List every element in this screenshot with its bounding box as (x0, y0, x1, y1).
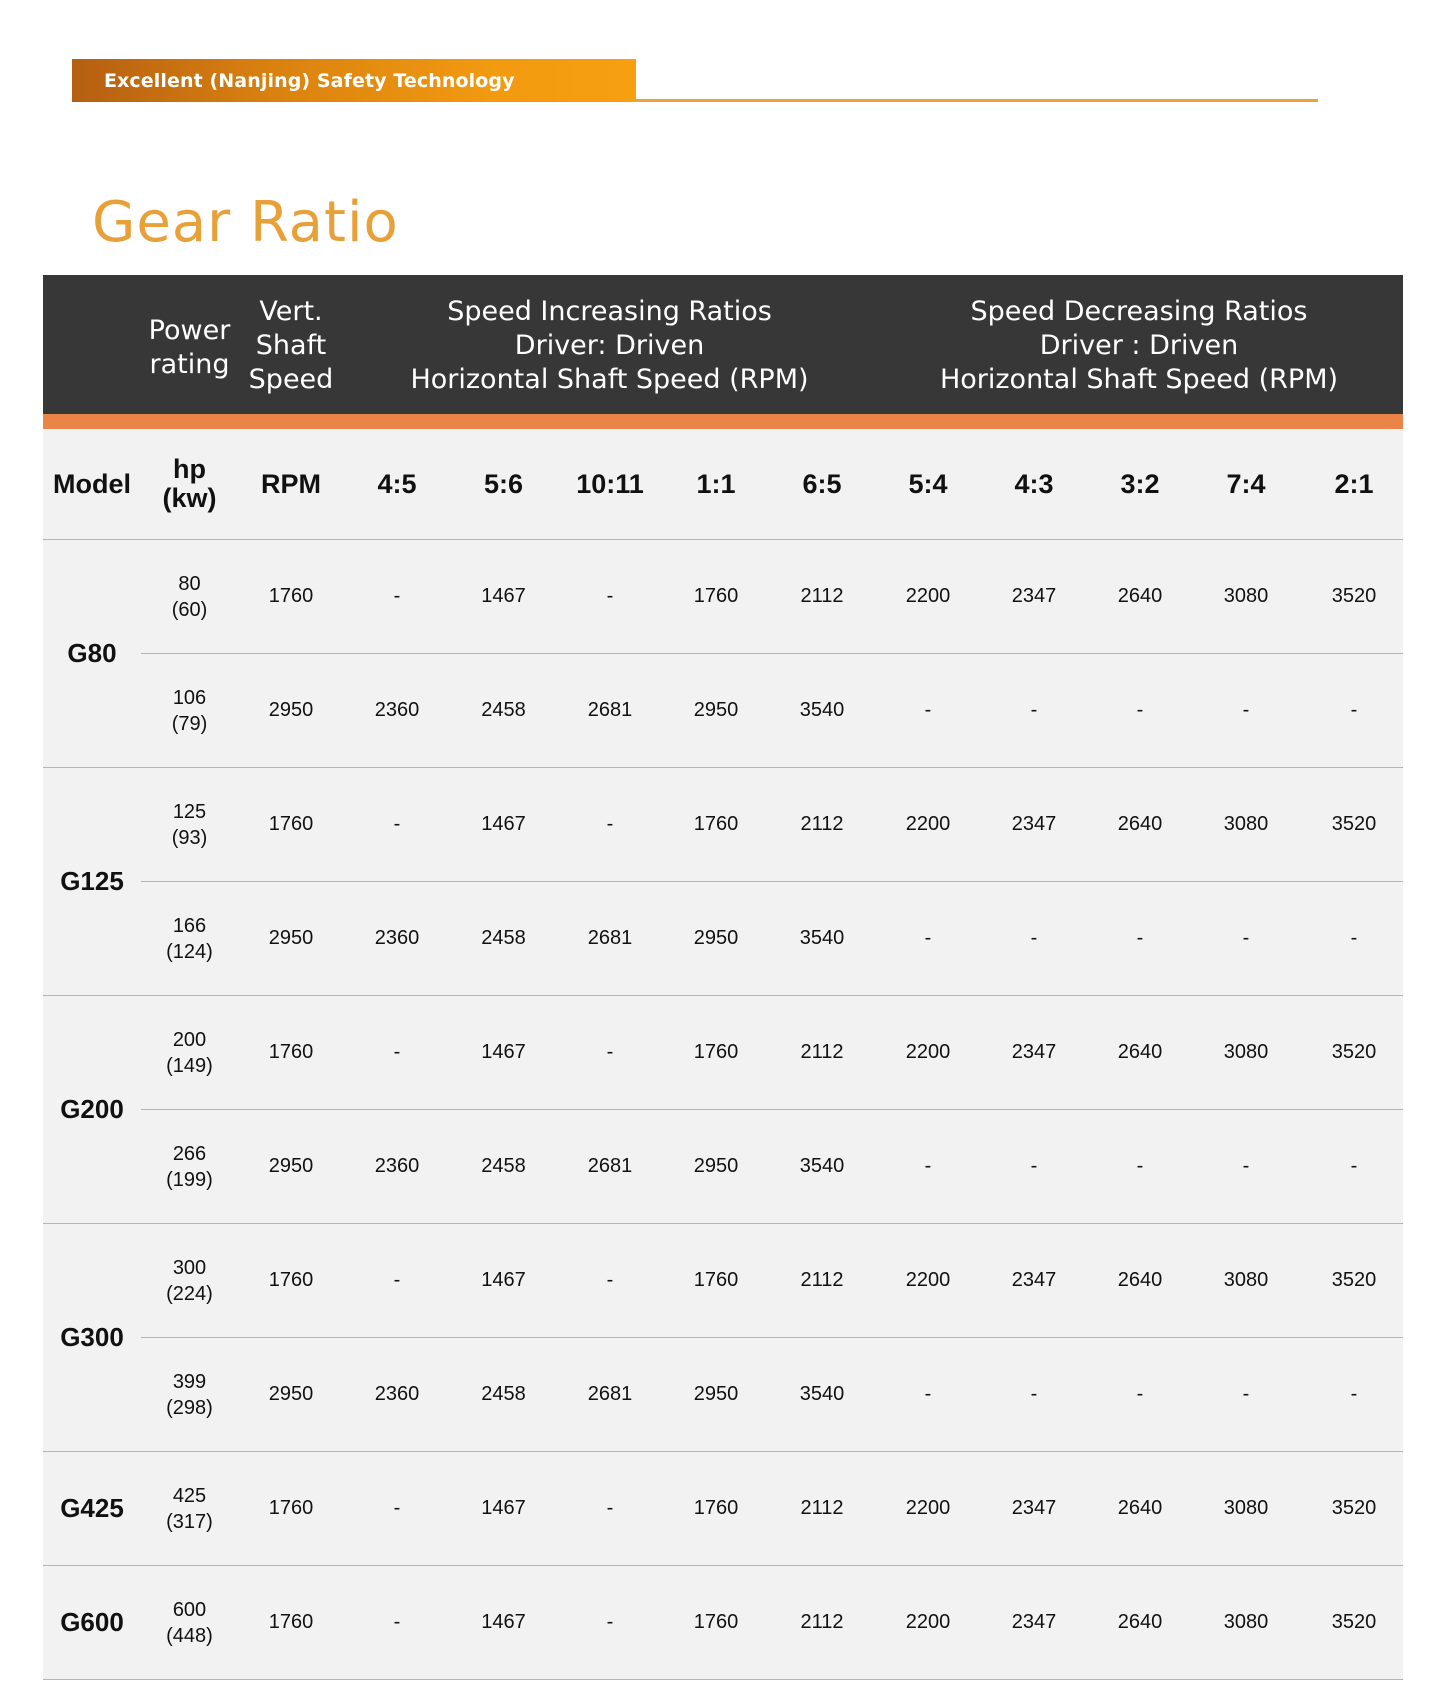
table-cell: - (393, 585, 401, 607)
table-cell: - (1136, 927, 1144, 949)
table-cell: 1760 (268, 585, 314, 607)
table-cell: - (393, 1041, 401, 1063)
table-cell: 2347 (1011, 585, 1057, 607)
table-cell: 2458 (481, 1383, 526, 1405)
table-cell: 2950 (693, 1383, 739, 1405)
table-cell: 2112 (800, 1269, 844, 1291)
table-row (141, 540, 1403, 653)
header-rule (636, 99, 1318, 102)
table-cell: 2950 (693, 699, 739, 721)
table-header (43, 275, 1403, 414)
table-cell: - (606, 1269, 614, 1291)
table-cell: - (1030, 927, 1038, 949)
table-cell: 1467 (481, 1269, 526, 1291)
power-rating-cell: 399 (298) (166, 1370, 213, 1419)
gear-ratio-table (43, 275, 1403, 1680)
table-cell: 1467 (481, 1041, 526, 1063)
table-cell: - (1030, 1155, 1038, 1177)
table-cell: - (1242, 1383, 1250, 1405)
table-cell: 2347 (1011, 1611, 1057, 1633)
table-cell: - (606, 1041, 614, 1063)
table-cell: 2347 (1011, 1497, 1057, 1519)
table-cell: 2640 (1117, 1611, 1163, 1633)
table-row (141, 1224, 1403, 1337)
table-cell: 2640 (1117, 585, 1163, 607)
power-rating-cell: 266 (199) (166, 1142, 213, 1191)
model-group (43, 1452, 1403, 1566)
table-cell: 2112 (800, 585, 844, 607)
power-rating-cell: 166 (124) (166, 914, 213, 963)
table-cell: 3080 (1223, 1611, 1269, 1633)
table-cell: 3080 (1223, 813, 1269, 835)
table-cell: 2112 (800, 1611, 844, 1633)
table-cell: 2200 (905, 1611, 951, 1633)
table-cell: - (1350, 927, 1358, 949)
table-cell: 3080 (1223, 585, 1269, 607)
table-cell: 2640 (1117, 1269, 1163, 1291)
model-group (43, 1224, 1403, 1452)
table-cell: 1760 (693, 1611, 739, 1633)
table-cell: 1760 (268, 1041, 314, 1063)
table-cell: 1760 (693, 1269, 739, 1291)
table-cell: 2458 (481, 1155, 526, 1177)
header-speed-increasing: Speed Increasing Ratios Driver: Driven Horizontal Shaft Speed (RPM) (410, 296, 809, 395)
table-cell: 1467 (481, 813, 526, 835)
model-name: G600 (60, 1607, 124, 1637)
header-power-rating: Power rating (148, 315, 231, 380)
table-cell: - (1136, 699, 1144, 721)
header-accent-bar (43, 414, 1403, 429)
table-cell: 2640 (1117, 1497, 1163, 1519)
power-rating-cell: 125 (93) (171, 800, 208, 849)
column-header: hp (kw) (162, 454, 217, 513)
column-header: 4:3 (1014, 468, 1054, 499)
table-row (141, 653, 1403, 767)
table-cell: 1760 (268, 1497, 314, 1519)
table-cell: 3520 (1331, 1611, 1377, 1633)
header-banner (72, 59, 636, 102)
table-cell: 1467 (481, 585, 526, 607)
model-name: G200 (60, 1094, 124, 1124)
table-row (141, 768, 1403, 881)
table-cell: 2950 (693, 927, 739, 949)
table-cell: - (393, 813, 401, 835)
table-cell: 2347 (1011, 1269, 1057, 1291)
table-cell: 2360 (374, 1155, 420, 1177)
power-rating-cell: 600 (448) (166, 1598, 213, 1647)
table-row (141, 1566, 1403, 1679)
table-row (141, 1109, 1403, 1223)
table-cell: - (1030, 699, 1038, 721)
table-cell: 2200 (905, 585, 951, 607)
table-cell: - (1350, 1383, 1358, 1405)
table-cell: 2681 (587, 1383, 633, 1405)
power-rating-cell: 106 (79) (171, 686, 208, 735)
table-cell: - (606, 585, 614, 607)
column-header: 6:5 (802, 468, 842, 499)
table-cell: - (393, 1497, 401, 1519)
column-header: RPM (261, 468, 321, 499)
table-cell: - (1350, 1155, 1358, 1177)
table-cell: 3520 (1331, 1497, 1377, 1519)
table-cell: - (606, 813, 614, 835)
header-speed-decreasing: Speed Decreasing Ratios Driver : Driven Horizontal Shaft Speed (RPM) (939, 296, 1339, 395)
page-title: Gear Ratio (92, 189, 399, 255)
table-cell: - (1242, 927, 1250, 949)
table-cell: 2458 (481, 927, 526, 949)
table-cell: - (393, 1269, 401, 1291)
model-name: G80 (67, 638, 117, 668)
table-cell: - (1136, 1383, 1144, 1405)
table-cell: - (1350, 699, 1358, 721)
table-cell: 2112 (800, 1041, 844, 1063)
table-cell: 2950 (268, 1155, 314, 1177)
header-vert-shaft-speed: Vert. Shaft Speed (248, 296, 334, 395)
table-cell: 2950 (268, 927, 314, 949)
table-body (43, 540, 1403, 1680)
table-cell: 2950 (268, 1383, 314, 1405)
table-cell: 2640 (1117, 1041, 1163, 1063)
table-cell: 1467 (481, 1611, 526, 1633)
banner-text: Excellent (Nanjing) Safety Technology (104, 70, 515, 92)
table-cell: 1760 (268, 1269, 314, 1291)
table-cell: - (1242, 699, 1250, 721)
table-cell: 3540 (799, 927, 845, 949)
table-cell: - (606, 1497, 614, 1519)
table-cell: 3080 (1223, 1041, 1269, 1063)
table-cell: 3520 (1331, 585, 1377, 607)
model-name: G425 (60, 1493, 124, 1523)
model-name: G125 (60, 866, 124, 896)
table-row (141, 881, 1403, 995)
column-header: 10:11 (576, 468, 644, 499)
table-cell: 2640 (1117, 813, 1163, 835)
table-cell: 3540 (799, 1155, 845, 1177)
table-cell: 2200 (905, 813, 951, 835)
column-header: 2:1 (1334, 468, 1374, 499)
table-cell: 2681 (587, 927, 633, 949)
column-header: 4:5 (377, 468, 417, 499)
table-cell: 2200 (905, 1269, 951, 1291)
table-cell: 3520 (1331, 1041, 1377, 1063)
table-cell: 2347 (1011, 813, 1057, 835)
table-cell: 3080 (1223, 1269, 1269, 1291)
table-cell: 3080 (1223, 1497, 1269, 1519)
model-group (43, 768, 1403, 996)
column-header-row (43, 429, 1403, 540)
table-cell: 2360 (374, 927, 420, 949)
model-name: G300 (60, 1322, 124, 1352)
table-cell: 2360 (374, 699, 420, 721)
table-cell: - (924, 1155, 932, 1177)
power-rating-cell: 200 (149) (166, 1028, 213, 1077)
table-cell: 2200 (905, 1497, 951, 1519)
table-cell: 1760 (268, 1611, 314, 1633)
model-group (43, 540, 1403, 768)
table-cell: - (924, 927, 932, 949)
table-row (141, 1452, 1403, 1565)
table-cell: 1760 (693, 1497, 739, 1519)
table-cell: 1467 (481, 1497, 526, 1519)
power-rating-cell: 300 (224) (166, 1256, 213, 1305)
column-header: 5:6 (483, 468, 524, 499)
table-cell: 1760 (693, 813, 739, 835)
table-cell: 1760 (268, 813, 314, 835)
table-cell: - (606, 1611, 614, 1633)
table-cell: 3520 (1331, 813, 1377, 835)
table-row (141, 996, 1403, 1109)
column-header: 7:4 (1226, 468, 1266, 499)
table-cell: 1760 (693, 1041, 739, 1063)
table-cell: 2950 (268, 699, 314, 721)
table-cell: - (1242, 1155, 1250, 1177)
model-group (43, 996, 1403, 1224)
table-cell: 3540 (799, 699, 845, 721)
table-cell: - (1030, 1383, 1038, 1405)
table-row (141, 1337, 1403, 1451)
table-cell: 2112 (800, 1497, 844, 1519)
column-header: Model (53, 468, 131, 499)
table-cell: - (924, 699, 932, 721)
column-header: 3:2 (1120, 468, 1160, 499)
power-rating-cell: 425 (317) (166, 1484, 213, 1533)
table-cell: 1760 (693, 585, 739, 607)
table-cell: 3520 (1331, 1269, 1377, 1291)
table-cell: 2360 (374, 1383, 420, 1405)
table-cell: - (924, 1383, 932, 1405)
table-cell: - (393, 1611, 401, 1633)
table-cell: 3540 (799, 1383, 845, 1405)
table-cell: 2681 (587, 1155, 633, 1177)
table-cell: 2112 (800, 813, 844, 835)
table-cell: 2347 (1011, 1041, 1057, 1063)
power-rating-cell: 80 (60) (171, 572, 208, 621)
table-cell: 2458 (481, 699, 526, 721)
table-cell: 2681 (587, 699, 633, 721)
table-cell: 2950 (693, 1155, 739, 1177)
model-group (43, 1566, 1403, 1680)
column-header: 1:1 (696, 468, 736, 499)
table-cell: 2200 (905, 1041, 951, 1063)
column-header: 5:4 (908, 468, 948, 499)
table-cell: - (1136, 1155, 1144, 1177)
